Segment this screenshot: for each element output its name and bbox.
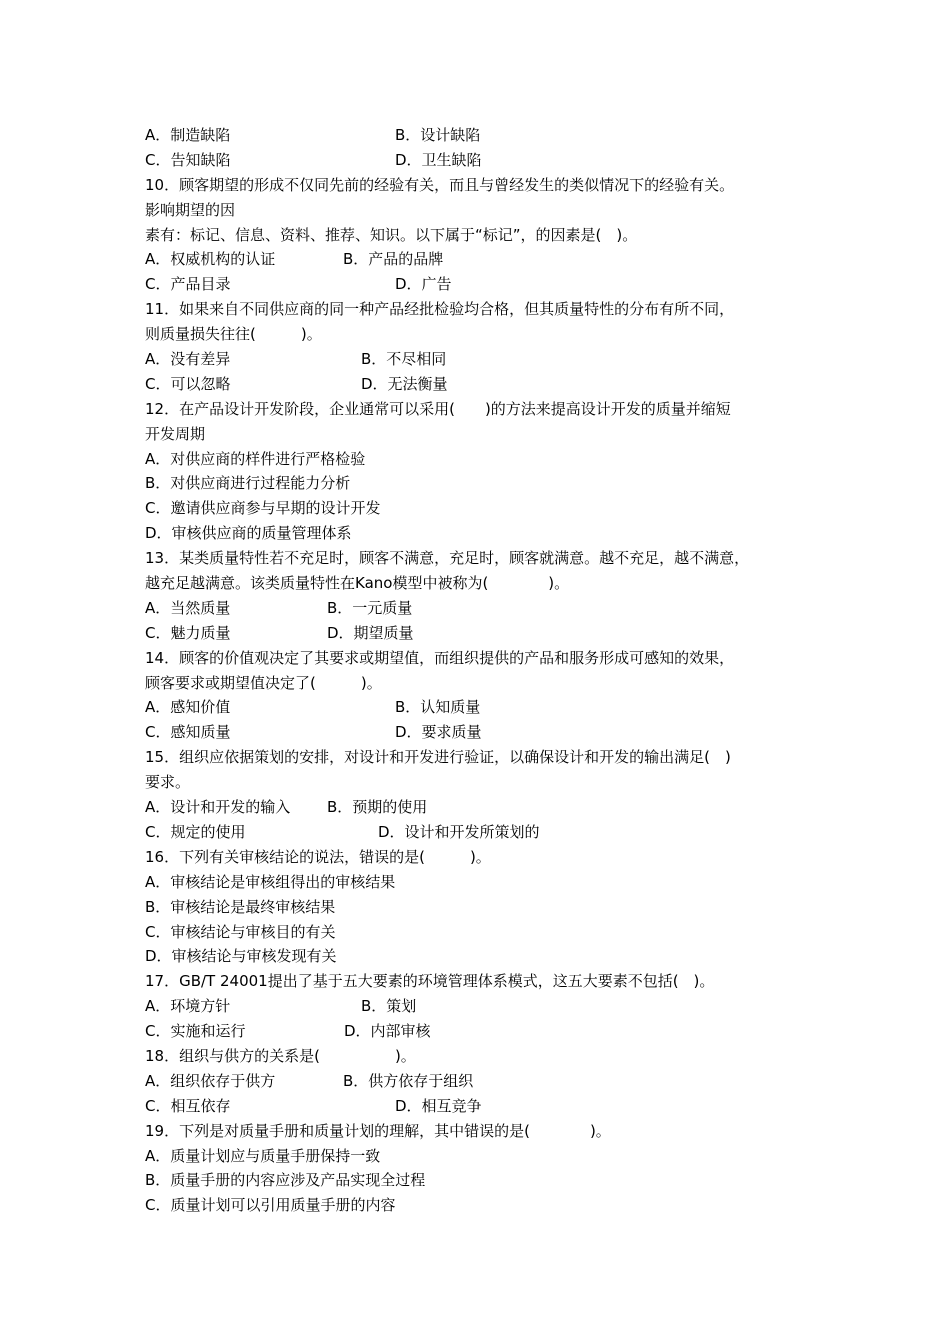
text-line bbox=[145, 596, 825, 621]
line-text: C．质量计划可以引用质量手册的内容 bbox=[145, 1196, 396, 1215]
line-text: A．对供应商的样件进行严格检验 bbox=[145, 449, 366, 468]
option-left: C．实施和运行 bbox=[145, 1022, 246, 1041]
option-right: D．期望质量 bbox=[327, 623, 414, 642]
option-left: C．相互依存 bbox=[145, 1096, 231, 1115]
text-line bbox=[145, 1044, 825, 1069]
option-right: B．设计缺陷 bbox=[395, 126, 481, 144]
text-line bbox=[145, 621, 825, 646]
text-line bbox=[145, 322, 825, 347]
option-left: A．感知价值 bbox=[145, 698, 231, 717]
text-line bbox=[145, 1019, 825, 1044]
option-left: A．没有差异 bbox=[145, 350, 231, 369]
text-line bbox=[145, 571, 825, 596]
text-line bbox=[145, 895, 825, 920]
text-line bbox=[145, 1168, 825, 1193]
line-text: C．审核结论与审核目的有关 bbox=[145, 922, 336, 941]
line-text: B．质量手册的内容应涉及产品实现全过程 bbox=[145, 1171, 426, 1190]
option-left: A．制造缺陷 bbox=[145, 126, 231, 144]
option-left: C．产品目录 bbox=[145, 275, 231, 294]
line-text: 16．下列有关审核结论的说法，错误的是( )。 bbox=[145, 847, 491, 866]
line-text: 18．组织与供方的关系是( )。 bbox=[145, 1046, 416, 1065]
text-line bbox=[145, 695, 825, 720]
text-line bbox=[145, 671, 825, 696]
text-line bbox=[145, 920, 825, 945]
line-text: 顾客要求或期望值决定了( )。 bbox=[145, 673, 382, 692]
line-text: 14．顾客的价值观决定了其要求或期望值，而组织提供的产品和服务形成可感知的效果， bbox=[145, 648, 735, 667]
option-right: D．卫生缺陷 bbox=[395, 150, 482, 169]
line-text: D．审核供应商的质量管理体系 bbox=[145, 524, 352, 543]
text-line bbox=[145, 123, 825, 148]
line-text: D．审核结论与审核发现有关 bbox=[145, 947, 337, 966]
text-line bbox=[145, 944, 825, 969]
option-right: B．不尽相同 bbox=[361, 350, 447, 369]
text-line bbox=[145, 546, 825, 571]
text-line bbox=[145, 969, 825, 994]
option-left: C．告知缺陷 bbox=[145, 150, 231, 169]
line-text: A．审核结论是审核组得出的审核结果 bbox=[145, 872, 396, 891]
text-line bbox=[145, 347, 825, 372]
text-line bbox=[145, 496, 825, 521]
option-left: C．感知质量 bbox=[145, 723, 231, 742]
option-right: D．无法衡量 bbox=[361, 374, 448, 393]
option-left: A．组织依存于供方 bbox=[145, 1071, 276, 1090]
line-text: 12．在产品设计开发阶段，企业通常可以采用( )的方法来提高设计开发的质量并缩短 bbox=[145, 399, 731, 418]
text-line bbox=[145, 720, 825, 745]
line-text: 11．如果来自不同供应商的同一种产品经批检验均合格，但其质量特性的分布有所不同， bbox=[145, 300, 735, 319]
text-line bbox=[145, 1193, 825, 1218]
option-left: C．规定的使用 bbox=[145, 822, 246, 841]
text-line bbox=[145, 397, 825, 422]
text-line bbox=[145, 422, 825, 447]
line-text: 则质量损失往往( )。 bbox=[145, 325, 322, 344]
line-text: 10．顾客期望的形成不仅同先前的经验有关，而且与曾经发生的类似情况下的经验有关。 bbox=[145, 175, 735, 194]
text-line bbox=[145, 646, 825, 671]
text-line bbox=[145, 994, 825, 1019]
option-left: C．魅力质量 bbox=[145, 623, 231, 642]
text-line bbox=[145, 770, 825, 795]
text-line bbox=[145, 173, 825, 198]
option-right: B．一元质量 bbox=[327, 598, 413, 617]
option-left: A．环境方针 bbox=[145, 997, 231, 1016]
line-text: 13．某类质量特性若不充足时，顾客不满意，充足时，顾客就满意。越不充足，越不满意， bbox=[145, 549, 750, 568]
text-line bbox=[145, 1144, 825, 1169]
option-left: A．权威机构的认证 bbox=[145, 250, 276, 269]
text-line bbox=[145, 845, 825, 870]
line-text: 越充足越满意。该类质量特性在Kano模型中被称为( )。 bbox=[145, 574, 570, 593]
text-line bbox=[145, 297, 825, 322]
option-right: D．相互竞争 bbox=[395, 1096, 482, 1115]
option-right: D．广告 bbox=[395, 275, 452, 294]
option-right: B．策划 bbox=[361, 997, 417, 1016]
option-left: C．可以忽略 bbox=[145, 374, 231, 393]
option-right: D．设计和开发所策划的 bbox=[378, 822, 540, 841]
text-line bbox=[145, 521, 825, 546]
line-text: C．邀请供应商参与早期的设计开发 bbox=[145, 499, 381, 518]
text-line bbox=[145, 272, 825, 297]
line-text: 要求。 bbox=[145, 773, 191, 792]
text-line bbox=[145, 870, 825, 895]
line-text: 17．GB/T 24001提出了基于五大要素的环境管理体系模式，这五大要素不包括( )。 bbox=[145, 972, 715, 991]
text-line bbox=[145, 372, 825, 397]
line-text: B．审核结论是最终审核结果 bbox=[145, 897, 336, 916]
text-line bbox=[145, 745, 825, 770]
option-right: B．认知质量 bbox=[395, 698, 481, 717]
text-line bbox=[145, 447, 825, 472]
text-line bbox=[145, 247, 825, 272]
line-text: 素有：标记、信息、资料、推荐、知识。以下属于“标记”，的因素是( )。 bbox=[145, 225, 638, 244]
line-text: 19．下列是对质量手册和质量计划的理解，其中错误的是( )。 bbox=[145, 1121, 611, 1140]
text-line bbox=[145, 471, 825, 496]
option-right: B．产品的品牌 bbox=[343, 250, 444, 269]
line-text: 影响期望的因 bbox=[145, 200, 236, 219]
text-line bbox=[145, 148, 825, 173]
question-document bbox=[145, 123, 825, 1218]
option-right: D．要求质量 bbox=[395, 723, 482, 742]
text-line bbox=[145, 1119, 825, 1144]
option-right: B．供方依存于组织 bbox=[343, 1071, 474, 1090]
option-right: B．预期的使用 bbox=[327, 798, 428, 817]
line-text: 开发周期 bbox=[145, 424, 206, 443]
text-line bbox=[145, 820, 825, 845]
line-text: 15．组织应依据策划的安排，对设计和开发进行验证，以确保设计和开发的输出满足( ) bbox=[145, 748, 731, 767]
option-left: A．当然质量 bbox=[145, 598, 231, 617]
text-line bbox=[145, 198, 825, 223]
option-right: D．内部审核 bbox=[344, 1022, 431, 1041]
text-line bbox=[145, 795, 825, 820]
option-left: A．设计和开发的输入 bbox=[145, 798, 291, 817]
line-text: B．对供应商进行过程能力分析 bbox=[145, 474, 351, 493]
text-line bbox=[145, 1094, 825, 1119]
line-text: A．质量计划应与质量手册保持一致 bbox=[145, 1146, 381, 1165]
text-line bbox=[145, 1069, 825, 1094]
text-line bbox=[145, 223, 825, 248]
